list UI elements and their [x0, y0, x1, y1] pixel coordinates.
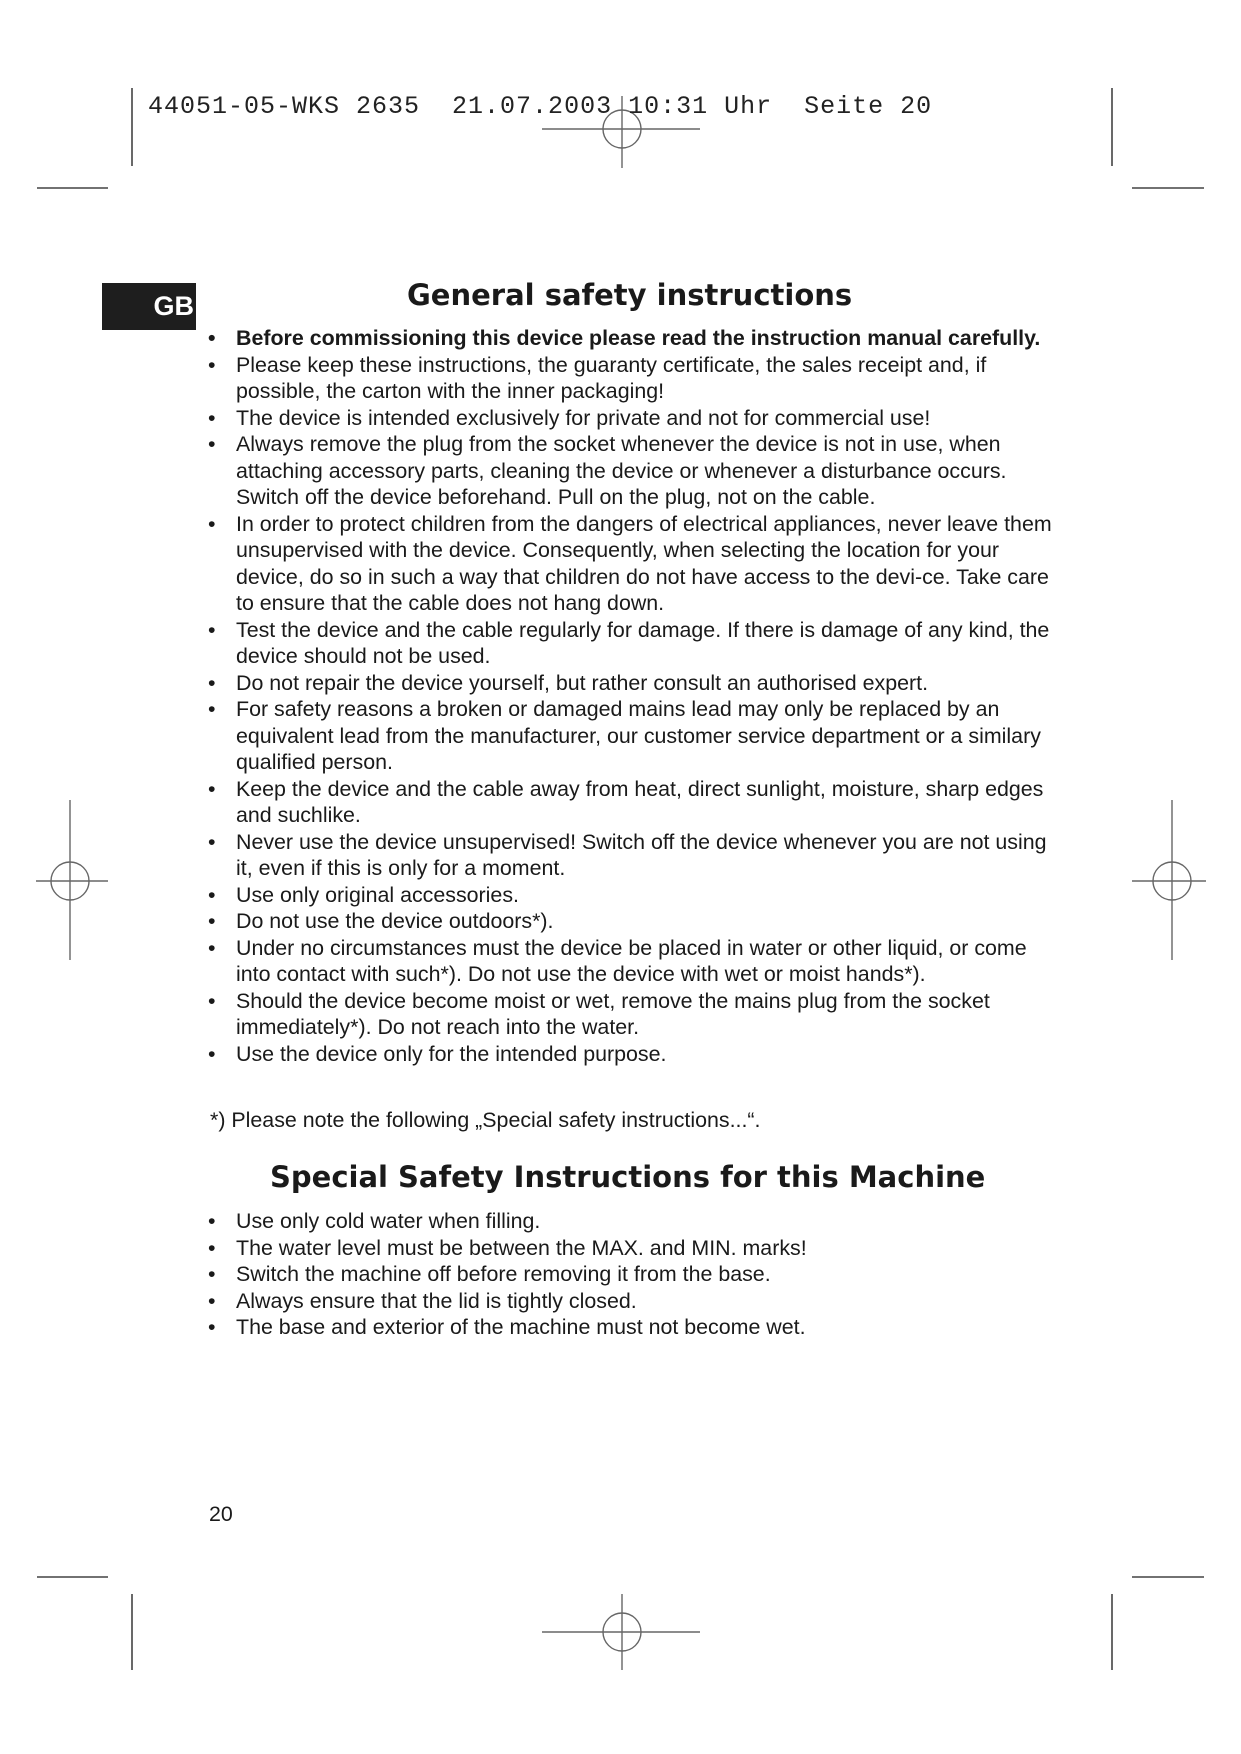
list-item-text: The device is intended exclusively for private and not for commercial use!: [236, 405, 931, 430]
general-safety-title: General safety instructions: [407, 278, 853, 312]
list-item: [206, 1041, 1056, 1068]
bullet-icon: •: [208, 1041, 216, 1066]
bullet-icon: •: [208, 352, 216, 377]
bullet-icon: •: [208, 1315, 216, 1339]
bullet-icon: •: [208, 1235, 216, 1260]
list-item-text: Use only cold water when filling.: [236, 1209, 541, 1233]
list-item: [206, 405, 1056, 432]
list-item-text: Always ensure that the lid is tightly closed.: [236, 1288, 637, 1313]
list-item-text: Always remove the plug from the socket whenever the device is not in use, when attaching accessory parts, cleaning the device or whenever a disturbance occurs. Switch off the device beforehand. Pull on the plug, not on the cable.: [236, 432, 1007, 509]
bullet-icon: •: [208, 670, 216, 695]
list-item: [206, 670, 1056, 697]
bullet-icon: •: [208, 882, 216, 907]
list-item-text: Please keep these instructions, the guaranty certificate, the sales receipt and, if possible, the carton with the inner packaging!: [236, 352, 987, 403]
list-item: [206, 908, 1056, 935]
bullet-icon: •: [208, 935, 216, 960]
bullet-icon: •: [208, 511, 216, 536]
list-item: [206, 325, 1056, 352]
list-item: [206, 511, 1056, 617]
bullet-icon: •: [208, 432, 216, 456]
print-job-header: 44051-05-WKS 2635 21.07.2003 10:31 Uhr Seite 20: [148, 92, 933, 121]
list-item: [206, 776, 1056, 829]
general-safety-list: [206, 325, 1056, 1067]
bullet-icon: •: [208, 697, 216, 721]
list-item: [206, 1208, 1056, 1235]
bullet-icon: •: [208, 909, 216, 933]
list-item-text: Before commissioning this device please read the instruction manual carefully.: [236, 326, 1041, 350]
list-item-text: Do not use the device outdoors*).: [236, 909, 554, 933]
list-item-text: The base and exterior of the machine must not become wet.: [236, 1315, 806, 1339]
list-item: [206, 352, 1056, 405]
footnote: *) Please note the following „Special safety instructions...“.: [210, 1108, 761, 1132]
language-tab: GB: [102, 283, 196, 330]
list-item-text: Keep the device and the cable away from heat, direct sunlight, moisture, sharp edges and suchlike.: [236, 776, 1044, 827]
list-item-text: Do not repair the device yourself, but rather consult an authorised expert.: [236, 670, 929, 695]
list-item: [206, 935, 1056, 988]
registration-target-left: [36, 800, 108, 960]
list-item-text: Switch the machine off before removing it from the base.: [236, 1262, 771, 1286]
list-item-text: In order to protect children from the dangers of electrical appliances, never leave them unsupervised with the device. Consequently, when selecting the location for your device, do so in such a way that children do not have access to the devi-ce. Take care to ensure that the cable does not hang down.: [236, 511, 1052, 615]
list-item-text: Test the device and the cable regularly for damage. If there is damage of any kind, the device should not be used.: [236, 617, 1050, 668]
list-item: [206, 431, 1056, 511]
special-safety-title: Special Safety Instructions for this Machine: [270, 1160, 986, 1194]
list-item: [206, 617, 1056, 670]
list-item-text: Under no circumstances must the device be placed in water or other liquid, or come into contact with such*). Do not use the device with wet or moist hands*).: [236, 935, 1027, 986]
list-item: [206, 696, 1056, 776]
list-item: [206, 829, 1056, 882]
registration-target-bottom: [542, 1594, 700, 1670]
bullet-icon: •: [208, 1209, 216, 1233]
list-item-text: The water level must be between the MAX. and MIN. marks!: [236, 1235, 807, 1260]
list-item-text: For safety reasons a broken or damaged mains lead may only be replaced by an equivalent lead from the manufacturer, our customer service department or a similary qualified person.: [236, 697, 1041, 774]
bullet-icon: •: [208, 1262, 216, 1286]
list-item: [206, 882, 1056, 909]
list-item-text: Use the device only for the intended purpose.: [236, 1041, 667, 1066]
bullet-icon: •: [208, 829, 216, 854]
list-item: [206, 1261, 1056, 1288]
list-item-text: Should the device become moist or wet, remove the mains plug from the socket immediately*). Do not reach into the water.: [236, 988, 990, 1039]
special-safety-list: [206, 1208, 1056, 1341]
bullet-icon: •: [208, 1288, 216, 1313]
bullet-icon: •: [208, 617, 216, 642]
registration-target-right: [1132, 800, 1206, 960]
bullet-icon: •: [208, 988, 216, 1013]
bullet-icon: •: [208, 405, 216, 430]
bullet-icon: •: [208, 326, 216, 350]
list-item-text: Use only original accessories.: [236, 882, 519, 907]
list-item-text: Never use the device unsupervised! Switch off the device whenever you are not using it, even if this is only for a moment.: [236, 829, 1047, 880]
list-item: [206, 1314, 1056, 1341]
page-number: 20: [209, 1502, 233, 1526]
list-item: [206, 1288, 1056, 1315]
bullet-icon: •: [208, 776, 216, 801]
list-item: [206, 988, 1056, 1041]
list-item: [206, 1235, 1056, 1262]
